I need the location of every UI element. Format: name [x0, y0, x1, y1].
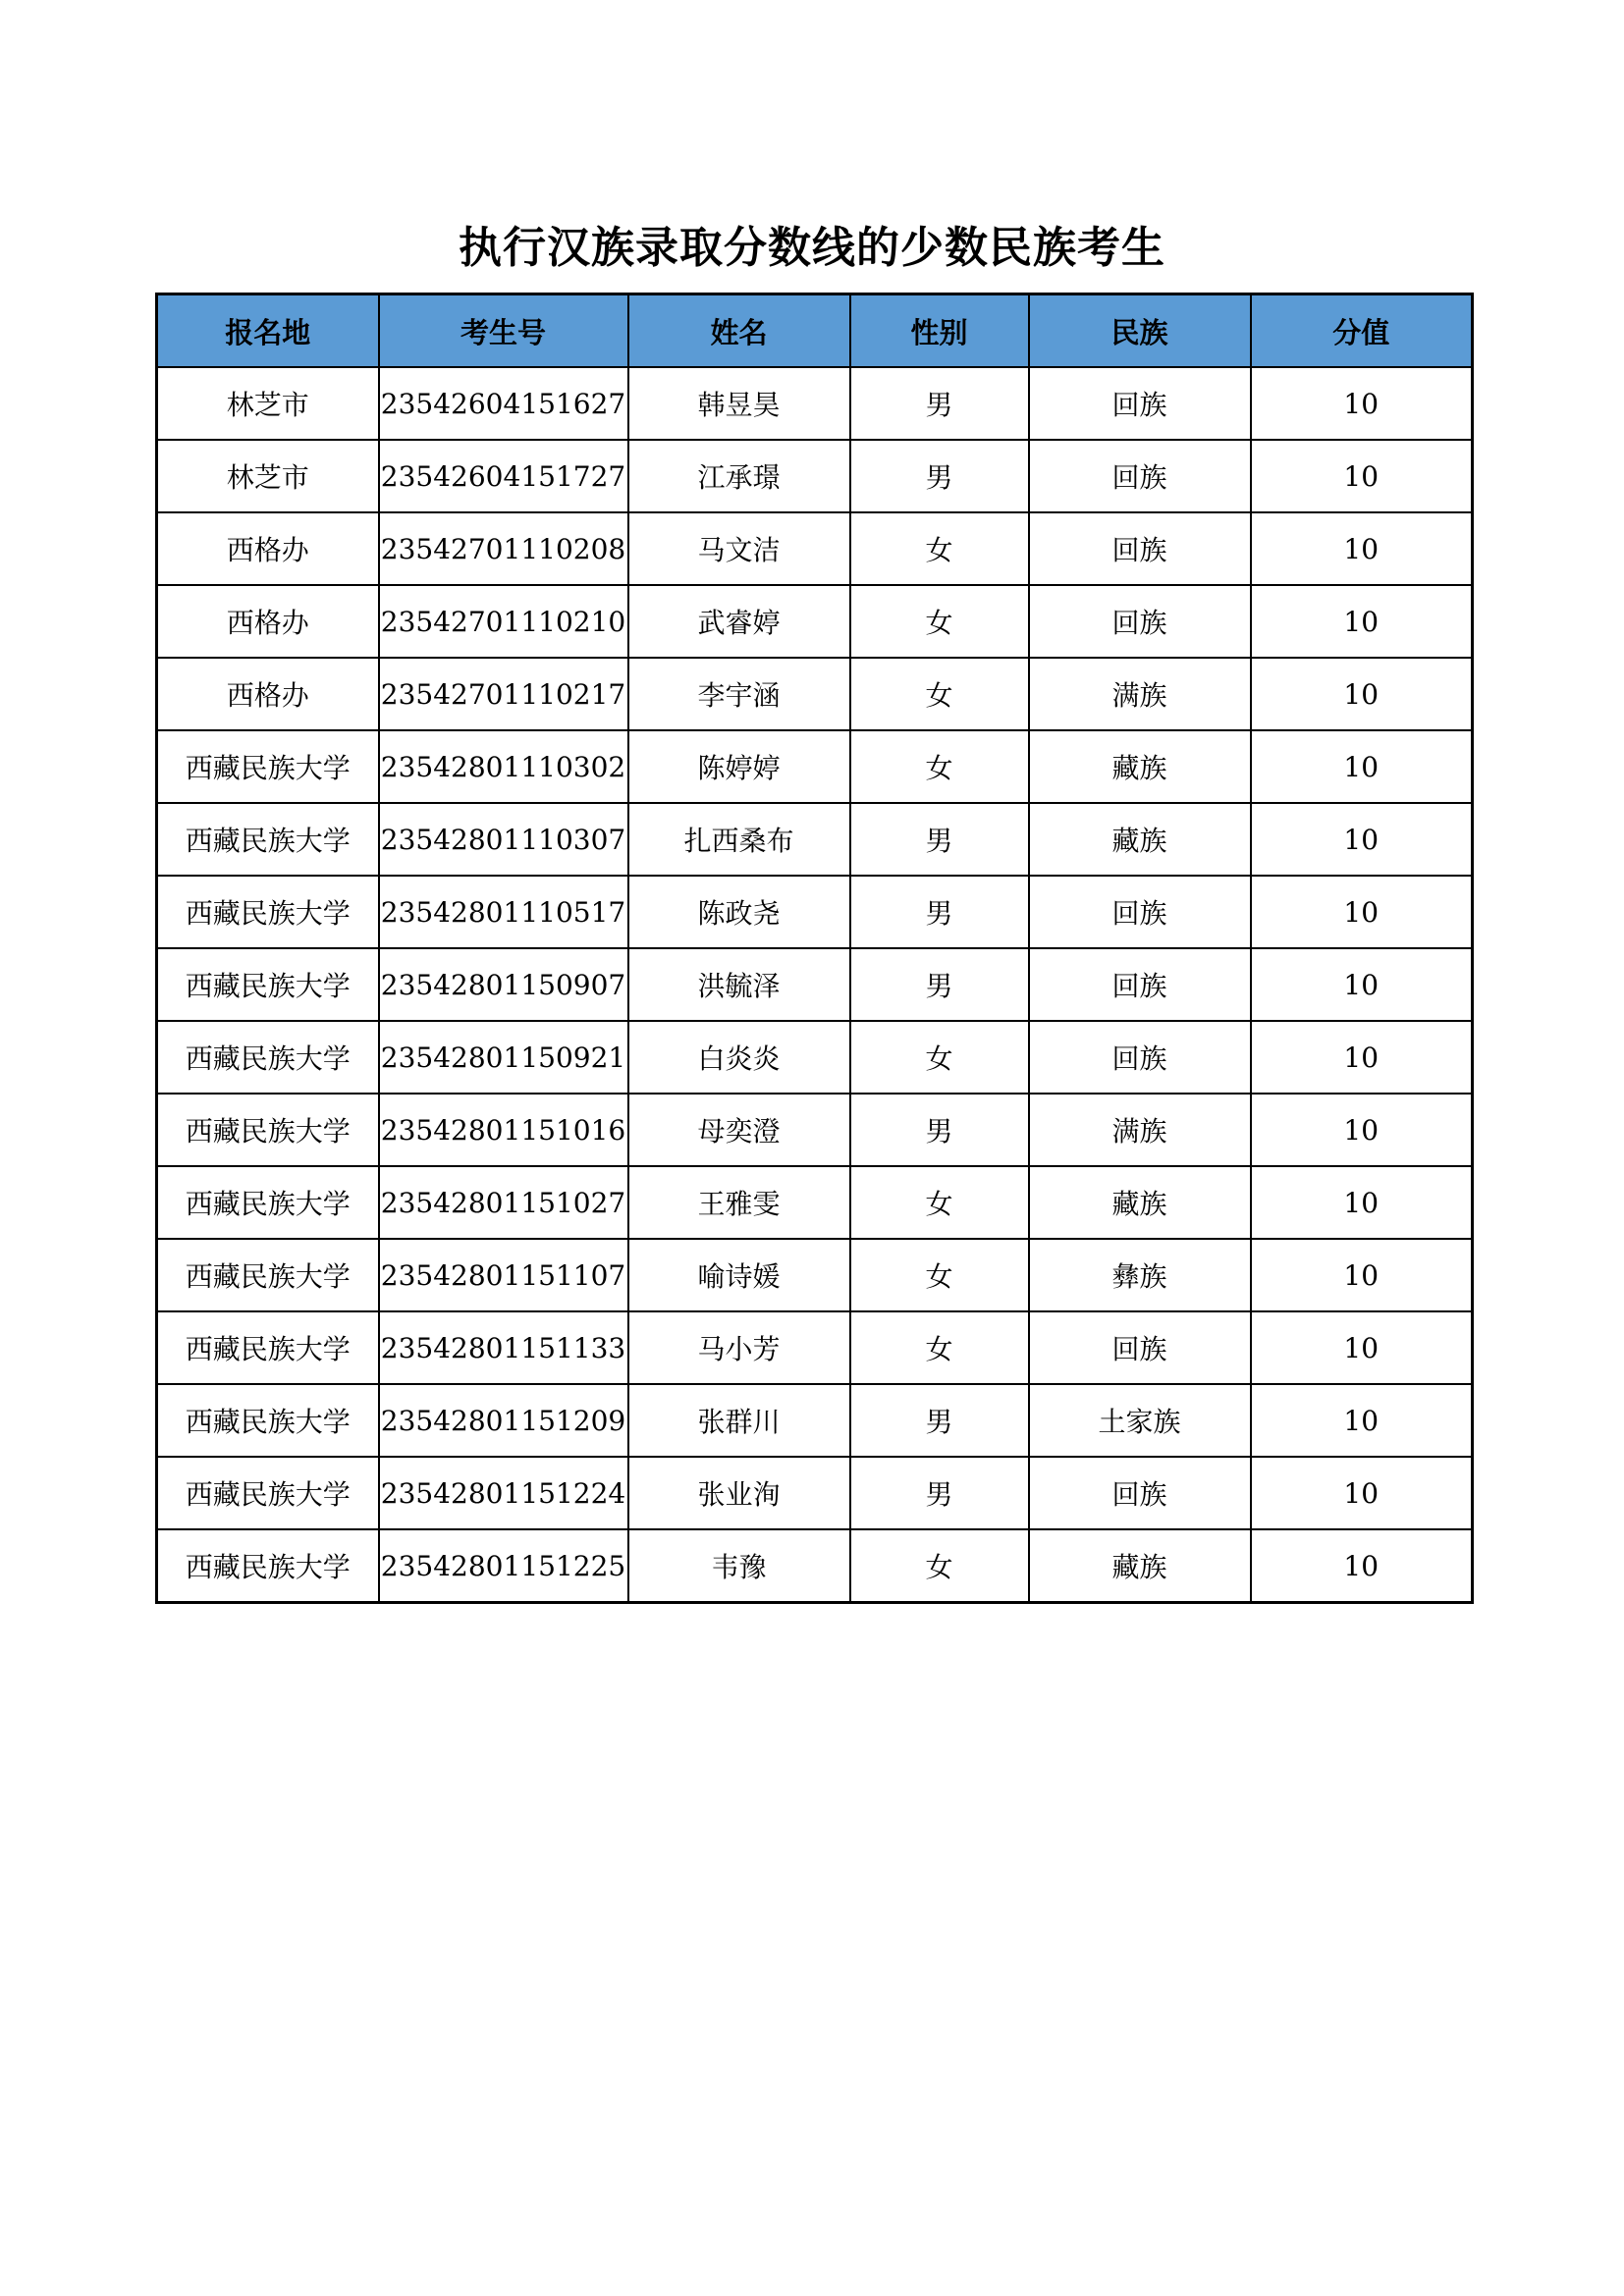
cell-registration-place: 西格办 [157, 585, 379, 658]
cell-gender: 女 [850, 1529, 1029, 1603]
cell-candidate-number: 23542701110208 [379, 512, 628, 585]
cell-ethnicity: 满族 [1029, 658, 1251, 730]
cell-ethnicity: 回族 [1029, 1021, 1251, 1094]
cell-score: 10 [1251, 1021, 1473, 1094]
cell-name: 韦豫 [628, 1529, 850, 1603]
cell-registration-place: 西格办 [157, 658, 379, 730]
table-row [157, 1529, 1473, 1603]
cell-candidate-number: 23542801151107 [379, 1239, 628, 1311]
cell-gender: 男 [850, 1457, 1029, 1529]
cell-registration-place: 西藏民族大学 [157, 1457, 379, 1529]
cell-gender: 男 [850, 948, 1029, 1021]
cell-candidate-number: 23542801150907 [379, 948, 628, 1021]
column-header-candidate-number: 考生号 [379, 294, 628, 368]
table-row [157, 1021, 1473, 1094]
cell-ethnicity: 回族 [1029, 440, 1251, 512]
cell-ethnicity: 回族 [1029, 585, 1251, 658]
cell-score: 10 [1251, 658, 1473, 730]
cell-name: 张群川 [628, 1384, 850, 1457]
cell-score: 10 [1251, 730, 1473, 803]
table-header [157, 294, 1473, 368]
cell-candidate-number: 23542801151225 [379, 1529, 628, 1603]
cell-candidate-number: 23542801151016 [379, 1094, 628, 1166]
cell-candidate-number: 23542801151209 [379, 1384, 628, 1457]
table-row [157, 1239, 1473, 1311]
cell-ethnicity: 回族 [1029, 367, 1251, 440]
table-row [157, 440, 1473, 512]
cell-score: 10 [1251, 1094, 1473, 1166]
table-row [157, 948, 1473, 1021]
column-header-registration-place: 报名地 [157, 294, 379, 368]
cell-ethnicity: 藏族 [1029, 730, 1251, 803]
cell-candidate-number: 23542801110302 [379, 730, 628, 803]
cell-candidate-number: 23542801110517 [379, 876, 628, 948]
cell-name: 李宇涵 [628, 658, 850, 730]
table-body [157, 367, 1473, 1603]
cell-registration-place: 西藏民族大学 [157, 1311, 379, 1384]
cell-registration-place: 西藏民族大学 [157, 1094, 379, 1166]
cell-name: 韩昱昊 [628, 367, 850, 440]
cell-gender: 女 [850, 1311, 1029, 1384]
table-row [157, 512, 1473, 585]
cell-candidate-number: 23542701110217 [379, 658, 628, 730]
cell-gender: 男 [850, 1384, 1029, 1457]
column-header-name: 姓名 [628, 294, 850, 368]
cell-name: 张业洵 [628, 1457, 850, 1529]
cell-ethnicity: 藏族 [1029, 1529, 1251, 1603]
cell-score: 10 [1251, 512, 1473, 585]
cell-candidate-number: 23542801150921 [379, 1021, 628, 1094]
cell-score: 10 [1251, 1311, 1473, 1384]
table-row [157, 1311, 1473, 1384]
cell-candidate-number: 23542701110210 [379, 585, 628, 658]
cell-gender: 女 [850, 1239, 1029, 1311]
cell-name: 洪毓泽 [628, 948, 850, 1021]
column-header-gender: 性别 [850, 294, 1029, 368]
cell-registration-place: 西藏民族大学 [157, 803, 379, 876]
column-header-ethnicity: 民族 [1029, 294, 1251, 368]
cell-registration-place: 西藏民族大学 [157, 1384, 379, 1457]
cell-score: 10 [1251, 1166, 1473, 1239]
cell-name: 母奕澄 [628, 1094, 850, 1166]
cell-name: 扎西桑布 [628, 803, 850, 876]
cell-candidate-number: 23542801151027 [379, 1166, 628, 1239]
cell-ethnicity: 回族 [1029, 1311, 1251, 1384]
table-row [157, 1094, 1473, 1166]
table-row [157, 585, 1473, 658]
cell-ethnicity: 回族 [1029, 1457, 1251, 1529]
cell-ethnicity: 藏族 [1029, 803, 1251, 876]
cell-registration-place: 西藏民族大学 [157, 1166, 379, 1239]
cell-name: 喻诗媛 [628, 1239, 850, 1311]
cell-candidate-number: 23542801110307 [379, 803, 628, 876]
cell-score: 10 [1251, 948, 1473, 1021]
cell-registration-place: 西藏民族大学 [157, 876, 379, 948]
cell-gender: 男 [850, 367, 1029, 440]
cell-score: 10 [1251, 585, 1473, 658]
cell-score: 10 [1251, 367, 1473, 440]
cell-registration-place: 西藏民族大学 [157, 948, 379, 1021]
cell-score: 10 [1251, 1384, 1473, 1457]
cell-score: 10 [1251, 1457, 1473, 1529]
column-header-score: 分值 [1251, 294, 1473, 368]
cell-ethnicity: 回族 [1029, 948, 1251, 1021]
cell-score: 10 [1251, 440, 1473, 512]
cell-registration-place: 林芝市 [157, 440, 379, 512]
cell-ethnicity: 土家族 [1029, 1384, 1251, 1457]
cell-score: 10 [1251, 876, 1473, 948]
cell-ethnicity: 满族 [1029, 1094, 1251, 1166]
table-row [157, 730, 1473, 803]
table-row [157, 367, 1473, 440]
candidate-table [155, 293, 1474, 1604]
cell-ethnicity: 回族 [1029, 876, 1251, 948]
cell-ethnicity: 回族 [1029, 512, 1251, 585]
cell-ethnicity: 彝族 [1029, 1239, 1251, 1311]
cell-name: 陈政尧 [628, 876, 850, 948]
cell-registration-place: 西藏民族大学 [157, 1529, 379, 1603]
table-row [157, 1166, 1473, 1239]
cell-name: 陈婷婷 [628, 730, 850, 803]
cell-registration-place: 西格办 [157, 512, 379, 585]
cell-name: 王雅雯 [628, 1166, 850, 1239]
cell-score: 10 [1251, 803, 1473, 876]
cell-gender: 女 [850, 730, 1029, 803]
cell-gender: 女 [850, 512, 1029, 585]
table-row [157, 803, 1473, 876]
header-row [157, 294, 1473, 368]
cell-name: 马文洁 [628, 512, 850, 585]
cell-registration-place: 林芝市 [157, 367, 379, 440]
cell-name: 武睿婷 [628, 585, 850, 658]
cell-name: 白炎炎 [628, 1021, 850, 1094]
cell-gender: 女 [850, 658, 1029, 730]
cell-candidate-number: 23542604151627 [379, 367, 628, 440]
cell-registration-place: 西藏民族大学 [157, 1021, 379, 1094]
cell-name: 马小芳 [628, 1311, 850, 1384]
cell-score: 10 [1251, 1239, 1473, 1311]
cell-score: 10 [1251, 1529, 1473, 1603]
cell-gender: 男 [850, 440, 1029, 512]
cell-gender: 女 [850, 1166, 1029, 1239]
cell-registration-place: 西藏民族大学 [157, 730, 379, 803]
cell-gender: 女 [850, 1021, 1029, 1094]
table-row [157, 1384, 1473, 1457]
table-row [157, 658, 1473, 730]
page-title: 执行汉族录取分数线的少数民族考生 [459, 223, 1165, 273]
cell-candidate-number: 23542801151133 [379, 1311, 628, 1384]
table-row [157, 876, 1473, 948]
cell-gender: 男 [850, 1094, 1029, 1166]
cell-registration-place: 西藏民族大学 [157, 1239, 379, 1311]
cell-gender: 女 [850, 585, 1029, 658]
cell-gender: 男 [850, 876, 1029, 948]
cell-candidate-number: 23542801151224 [379, 1457, 628, 1529]
cell-candidate-number: 23542604151727 [379, 440, 628, 512]
table-row [157, 1457, 1473, 1529]
cell-ethnicity: 藏族 [1029, 1166, 1251, 1239]
cell-name: 江承璟 [628, 440, 850, 512]
cell-gender: 男 [850, 803, 1029, 876]
